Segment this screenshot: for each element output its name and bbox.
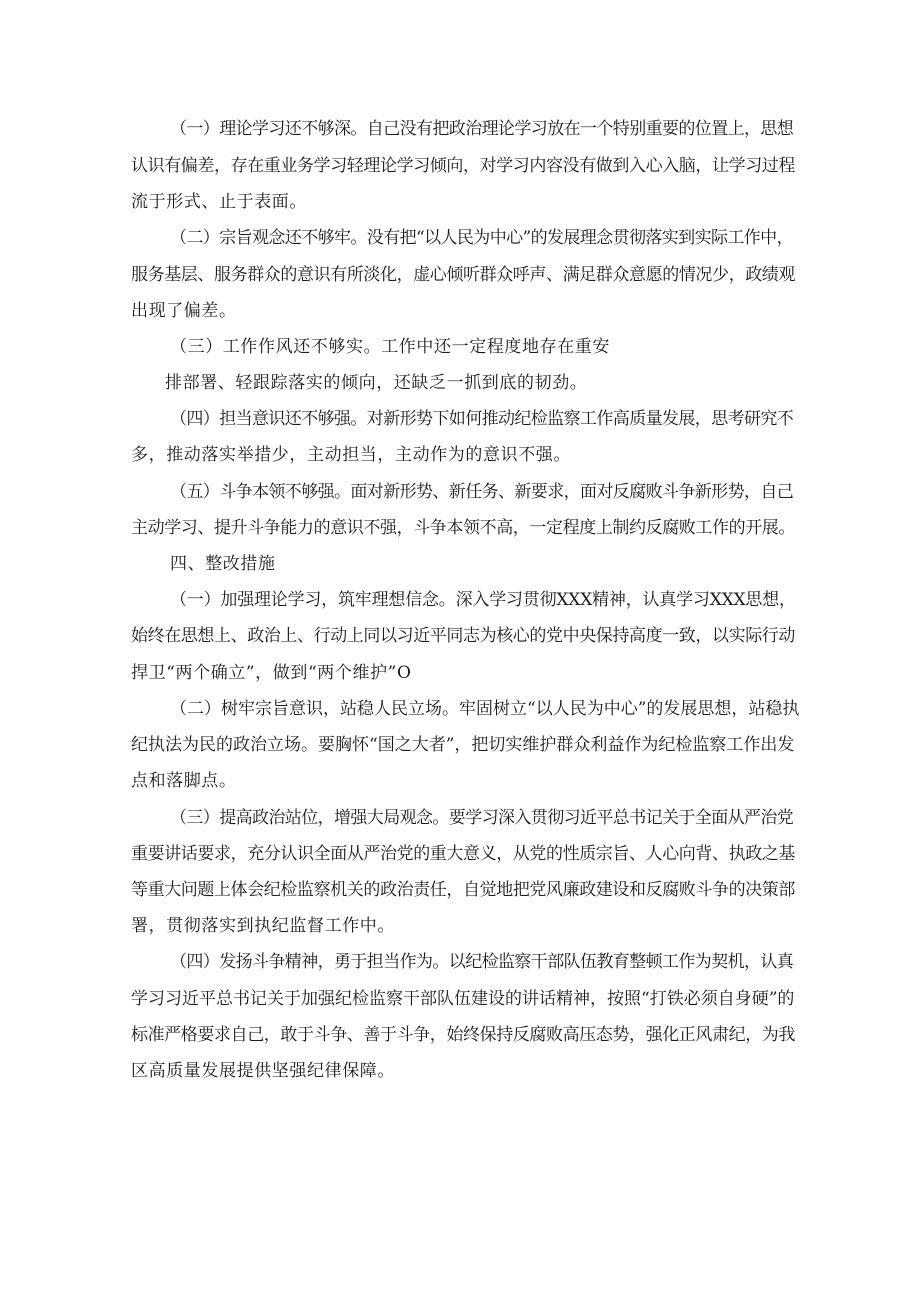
paragraph-line: 点和落脚点。 xyxy=(131,771,237,791)
paragraph-line: 服务基层、服务群众的意识有所淡化，虚心倾听群众呼声、满足群众意愿的情况少，政绩观 xyxy=(131,265,795,285)
paragraph-line: （一）加强理论学习，筑牢理想信念。深入学习贯彻XXX精神，认真学习XXX思想， xyxy=(170,590,796,610)
paragraph-line: 捍卫“两个确立”，做到“两个维护”O xyxy=(131,663,412,683)
paragraph-line: （二）宗旨观念还不够牢。没有把“以人民为中心”的发展理念贯彻落实到实际工作中， xyxy=(170,228,793,248)
paragraph-line: 标准严格要求自己，敢于斗争、善于斗争，始终保持反腐败高压态势，强化正风肃纪，为我 xyxy=(131,1025,795,1045)
paragraph-line: 多，推动落实举措少，主动担当，主动作为的意识不强。 xyxy=(131,445,571,465)
paragraph-line: （四）担当意识还不够强。对新形势下如何推动纪检监察工作高质量发展，思考研究不 xyxy=(170,409,794,429)
paragraph-line: 纪执法为民的政治立场。要胸怀“国之大者”，把切实维护群众利益作为纪检监察工作出发 xyxy=(131,735,795,755)
paragraph-line: 排部署、轻跟踪落实的倾向，还缺乏一抓到底的韧劲。 xyxy=(165,373,588,393)
paragraph-line: 署，贯彻落实到执纪监督工作中。 xyxy=(131,916,395,936)
paragraph-line: 学习习近平总书记关于加强纪检监察干部队伍建设的讲话精神，按照“打铁必须自身硬”的 xyxy=(131,989,795,1009)
paragraph-line: 始终在思想上、政治上、行动上同以习近平同志为核心的党中央保持高度一致，以实际行动 xyxy=(131,626,795,646)
paragraph-line: （二）树牢宗旨意识，站稳人民立场。牢固树立“以人民为中心”的发展思想，站稳执 xyxy=(170,699,800,719)
paragraph-line: 区高质量发展提供坚强纪律保障。 xyxy=(131,1061,395,1081)
paragraph-line: 等重大问题上体会纪检监察机关的政治责任，自觉地把党风廉政建设和反腐败斗争的决策部 xyxy=(131,880,795,900)
paragraph-line: （四）发扬斗争精神，勇于担当作为。以纪检监察干部队伍教育整顿工作为契机，认真 xyxy=(170,952,794,972)
paragraph-line: （一）理论学习还不够深。自己没有把政治理论学习放在一个特别重要的位置上，思想 xyxy=(170,119,794,139)
paragraph-line: 重要讲话要求，充分认识全面从严治党的重大意义，从党的性质宗旨、人心向背、执政之基 xyxy=(131,844,795,864)
paragraph-line: 认识有偏差，存在重业务学习轻理论学习倾向，对学习内容没有做到入心入脑，让学习过程 xyxy=(131,156,795,176)
section-heading: 四、整改措施 xyxy=(170,554,276,574)
paragraph-line: （三）提高政治站位，增强大局观念。要学习深入贯彻习近平总书记关于全面从严治党 xyxy=(170,808,794,828)
paragraph-line: （三）工作作风还不够实。工作中还一定程度地存在重安 xyxy=(170,337,610,357)
paragraph-line: （五）斗争本领不够强。面对新形势、新任务、新要求，面对反腐败斗争新形势，自己 xyxy=(170,482,794,502)
paragraph-line: 出现了偏差。 xyxy=(131,301,237,321)
paragraph-line: 主动学习、提升斗争能力的意识不强，斗争本领不高，一定程度上制约反腐败工作的开展。 xyxy=(131,518,795,538)
paragraph-line: 流于形式、止于表面。 xyxy=(131,192,307,212)
